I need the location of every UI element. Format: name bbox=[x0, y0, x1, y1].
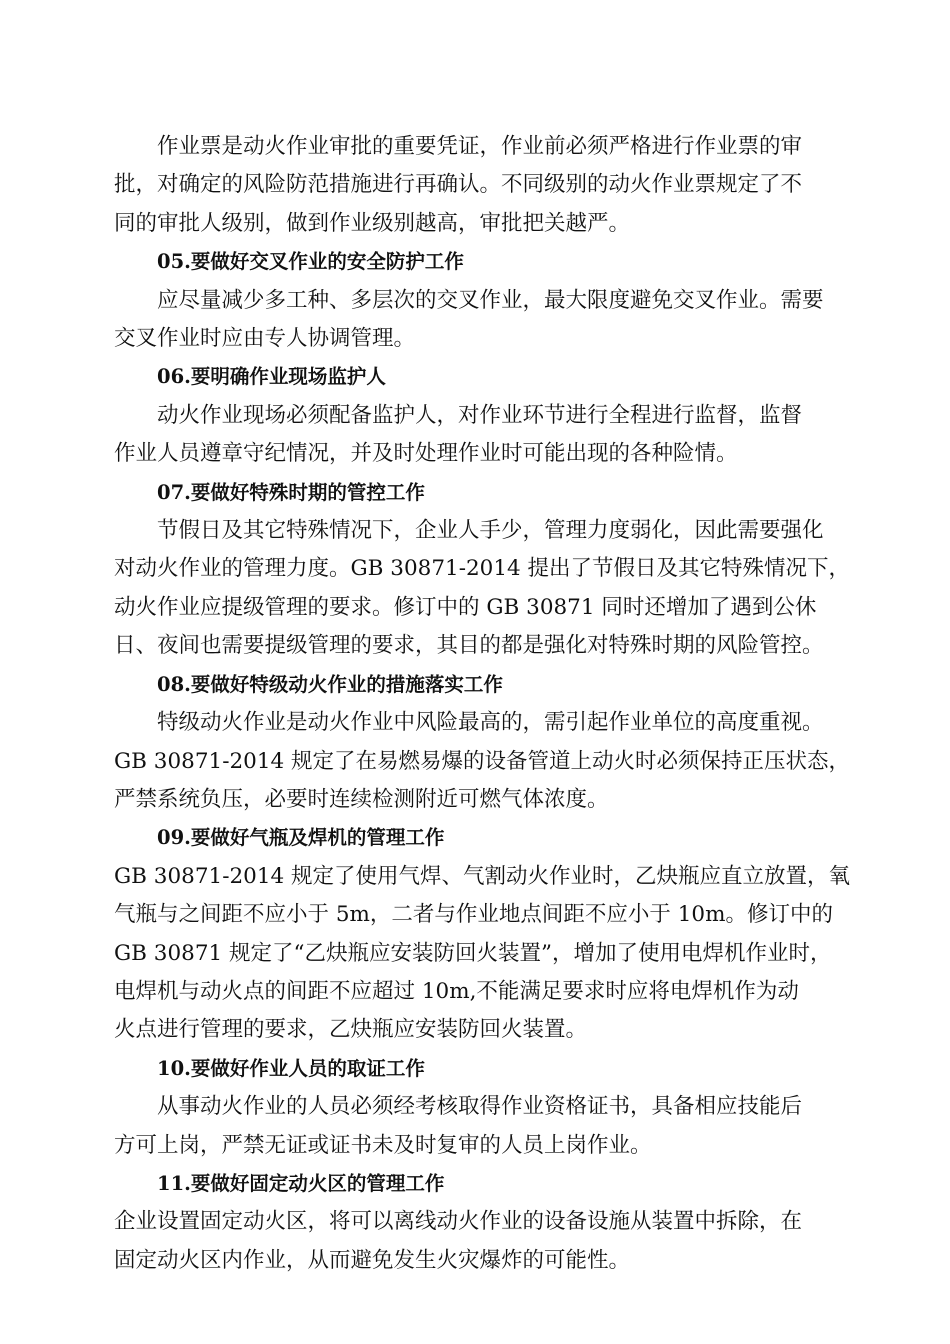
text-line: 交叉作业时应由专人协调管理。 bbox=[114, 326, 416, 352]
paragraph-07 bbox=[114, 512, 850, 666]
text-line: 节假日及其它特殊情况下，企业人手少，管理力度弱化，因此需要强化 bbox=[157, 518, 824, 544]
section-heading-05: 05.要做好交叉作业的安全防护工作 bbox=[157, 250, 464, 274]
text-line: 动火作业应提级管理的要求。修订中的 GB 30871 同时还增加了遇到公休 bbox=[114, 594, 817, 620]
text-line: 特级动火作业是动火作业中风险最高的，需引起作业单位的高度重视。 bbox=[157, 710, 824, 736]
text-line: GB 30871-2014 规定了使用气焊、气割动火作业时，乙炔瓶应直立放置，氧 bbox=[114, 863, 851, 889]
text-line: 气瓶与之间距不应小于 5m，二者与作业地点间距不应小于 10m。修订中的 bbox=[114, 902, 833, 928]
text-line: 作业票是动火作业审批的重要凭证，作业前必须严格进行作业票的审 bbox=[157, 134, 803, 159]
text-line: 方可上岗，严禁无证或证书未及时复审的人员上岗作业。 bbox=[114, 1132, 652, 1158]
paragraph-09 bbox=[114, 858, 850, 1050]
text-line: 应尽量减少多工种、多层次的交叉作业，最大限度避免交叉作业。需要 bbox=[157, 287, 824, 313]
section-heading-07: 07.要做好特殊时期的管控工作 bbox=[157, 480, 425, 504]
section-heading-08: 08.要做好特级动火作业的措施落实工作 bbox=[157, 672, 503, 696]
text-line: 批，对确定的风险防范措施进行再确认。不同级别的动火作业票规定了不 bbox=[114, 172, 803, 198]
text-line: 日、夜间也需要提级管理的要求，其目的都是强化对特殊时期的风险管控。 bbox=[114, 633, 824, 659]
text-line: 固定动火区内作业，从而避免发生火灾爆炸的可能性。 bbox=[114, 1247, 631, 1273]
document-body bbox=[114, 128, 850, 1280]
paragraph-08 bbox=[114, 704, 850, 819]
text-line: 火点进行管理的要求，乙炔瓶应安装防回火装置。 bbox=[114, 1017, 588, 1043]
paragraph-05 bbox=[114, 282, 850, 359]
section-heading-06: 06.要明确作业现场监护人 bbox=[157, 365, 386, 389]
text-line: 同的审批人级别，做到作业级别越高，审批把关越严。 bbox=[114, 210, 631, 236]
text-line: 对动火作业的管理力度。GB 30871-2014 提出了节假日及其它特殊情况下， bbox=[114, 556, 851, 582]
paragraph-work-permit bbox=[114, 128, 850, 243]
paragraph-06 bbox=[114, 397, 850, 474]
text-line: GB 30871 规定了“乙炔瓶应安装防回火装置”，增加了使用电焊机作业时， bbox=[114, 940, 832, 966]
text-line: 企业设置固定动火区，将可以离线动火作业的设备设施从装置中拆除，在 bbox=[114, 1209, 803, 1235]
text-line: GB 30871-2014 规定了在易燃易爆的设备管道上动火时必须保持正压状态， bbox=[114, 748, 851, 774]
text-line: 从事动火作业的人员必须经考核取得作业资格证书，具备相应技能后 bbox=[157, 1094, 803, 1120]
paragraph-11 bbox=[114, 1203, 850, 1280]
section-heading-10: 10.要做好作业人员的取证工作 bbox=[157, 1056, 425, 1080]
paragraph-10 bbox=[114, 1088, 850, 1165]
text-line: 动火作业现场必须配备监护人，对作业环节进行全程进行监督，监督 bbox=[157, 402, 803, 428]
section-heading-09: 09.要做好气瓶及焊机的管理工作 bbox=[157, 826, 445, 850]
section-heading-11: 11.要做好固定动火区的管理工作 bbox=[157, 1171, 445, 1195]
text-line: 电焊机与动火点的间距不应超过 10m,不能满足要求时应将电焊机作为动 bbox=[114, 978, 799, 1004]
text-line: 作业人员遵章守纪情况，并及时处理作业时可能出现的各种险情。 bbox=[114, 441, 738, 467]
text-line: 严禁系统负压，必要时连续检测附近可燃气体浓度。 bbox=[114, 786, 609, 812]
